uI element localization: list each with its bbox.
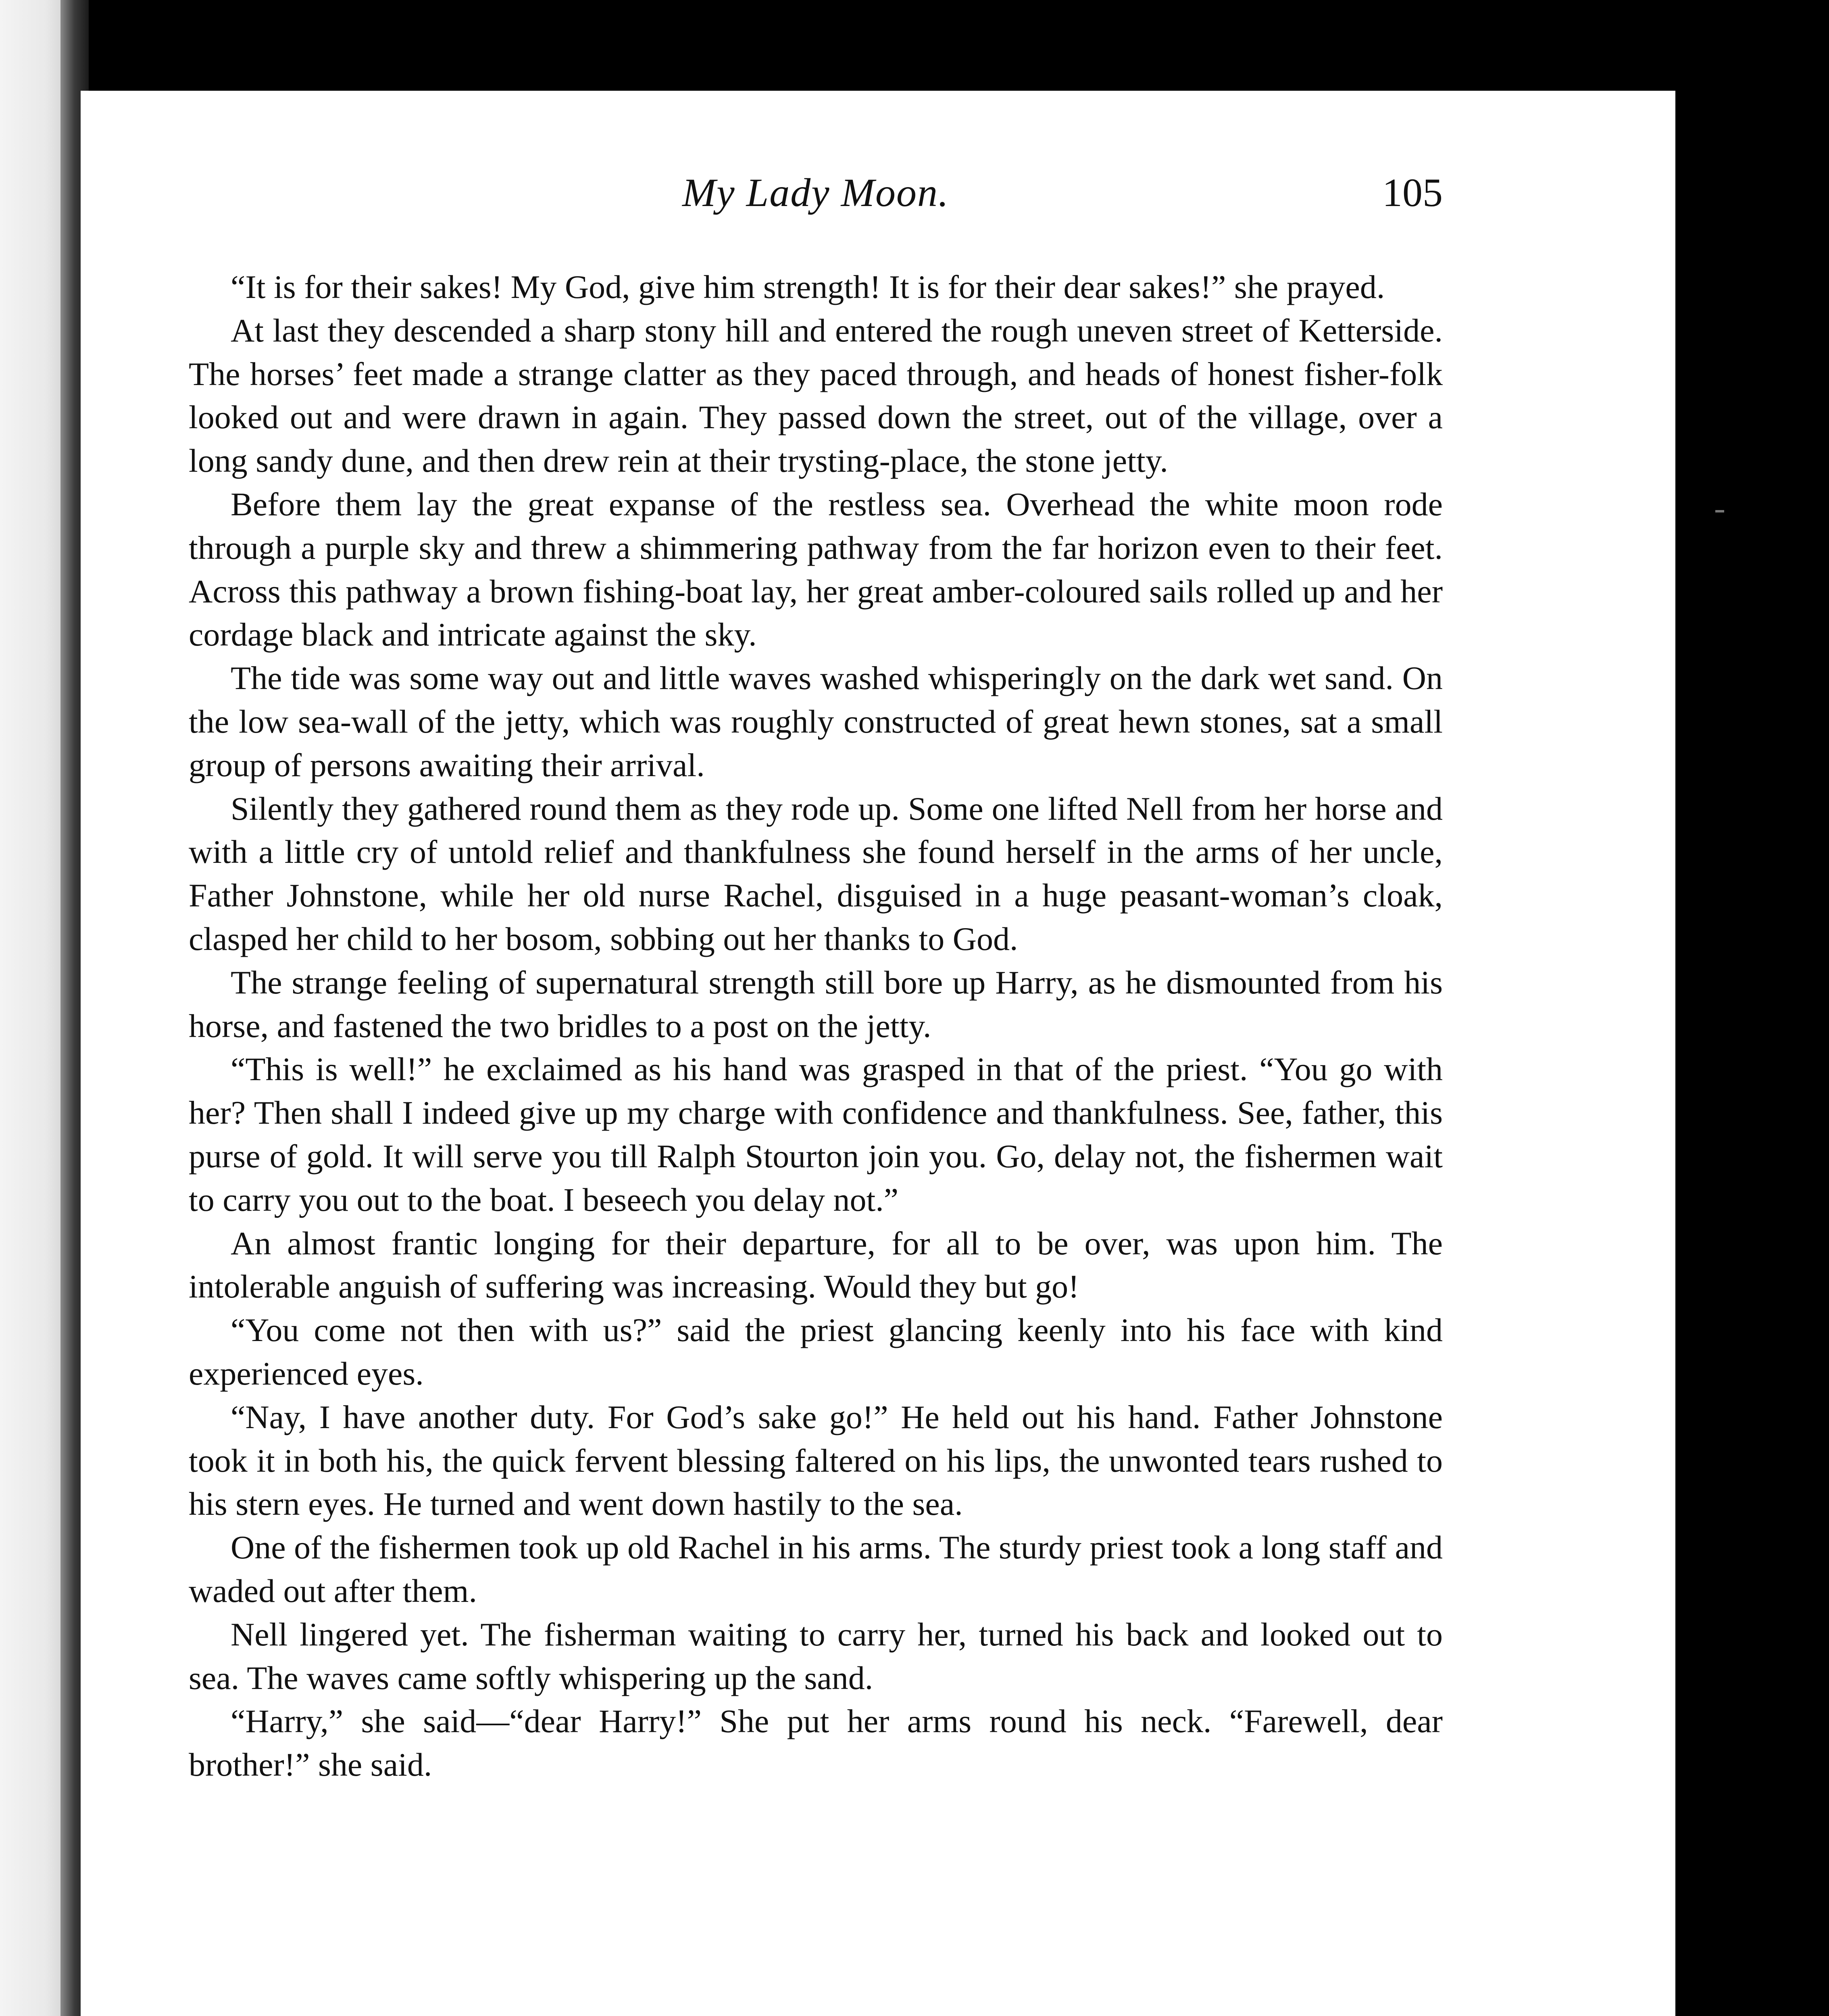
paragraph: “Harry,” she said—“dear Harry!” She put her arms round his neck. “Farewell, dear brother!” she said. (189, 1703, 1443, 1783)
scan-speck (1715, 510, 1724, 512)
paragraph: “Nay, I have another duty. For God’s sake go!” He held out his hand. Father Johnstone took it in both his, the quick fervent blessing faltered on his lips, the unwonted tears rushed to his stern eyes. He turned and went down hastily to the sea. (189, 1398, 1443, 1522)
paragraph: “It is for their sakes! My God, give him strength! It is for their dear sakes!” she prayed. (231, 269, 1385, 305)
paragraph: “You come not then with us?” said the priest glancing keenly into his face with kind experienced eyes. (189, 1312, 1443, 1392)
paragraph: Before them lay the great expanse of the restless sea. Overhead the white moon rode through a purple sky and threw a shimmering pathway from the far horizon even to their feet. Across this pathway a brown fishing-boat lay, her great amber-coloured sails rolled up and her cordage black and intricate against the sky. (189, 485, 1443, 653)
paragraph: An almost frantic longing for their departure, for all to be over, was upon him. The intolerable anguish of suffering was increasing. Would they but go! (189, 1225, 1443, 1305)
paragraph: “This is well!” he exclaimed as his hand was grasped in that of the priest. “You go with her? Then shall I indeed give up my charge with confidence and thankfulness. See, father, this purse of gold. It will serve you till Ralph Stourton join you. Go, delay not, the fishermen wait to carry you out to the boat. I beseech you delay not.” (189, 1051, 1443, 1218)
running-title: My Lady Moon. (682, 170, 949, 215)
body-text (189, 265, 1443, 1787)
page-header (189, 169, 1443, 250)
paragraph: Silently they gathered round them as they rode up. Some one lifted Nell from her horse and with a little cry of untold relief and thankfulness she found herself in the arms of her uncle, Father Johnstone, while her old nurse Rachel, disguised in a huge peasant-woman’s cloak, clasped her child to her bosom, sobbing out her thanks to God. (189, 790, 1443, 957)
paragraph: At last they descended a sharp stony hill and entered the rough uneven street of Ketterside. The horses’ feet made a strange clatter as they paced through, and heads of honest fisher-folk looked out and were drawn in again. They passed down the street, out of the village, over a long sandy dune, and then drew rein at their trysting-place, the stone jetty. (189, 312, 1443, 479)
paragraph: Nell lingered yet. The fisherman waiting to carry her, turned his back and looked out to sea. The waves came softly whispering up the sand. (189, 1616, 1443, 1696)
page-number: 105 (1382, 170, 1443, 215)
paragraph: The tide was some way out and little waves washed whisperingly on the dark wet sand. On the low sea-wall of the jetty, which was roughly constructed of great hewn stones, sat a small group of persons awaiting their arrival. (189, 660, 1443, 783)
paragraph: The strange feeling of supernatural strength still bore up Harry, as he dismounted from his horse, and fastened the two bridles to a post on the jetty. (189, 964, 1443, 1044)
paragraph: One of the fishermen took up old Rachel in his arms. The sturdy priest took a long staff and waded out after them. (189, 1529, 1443, 1609)
